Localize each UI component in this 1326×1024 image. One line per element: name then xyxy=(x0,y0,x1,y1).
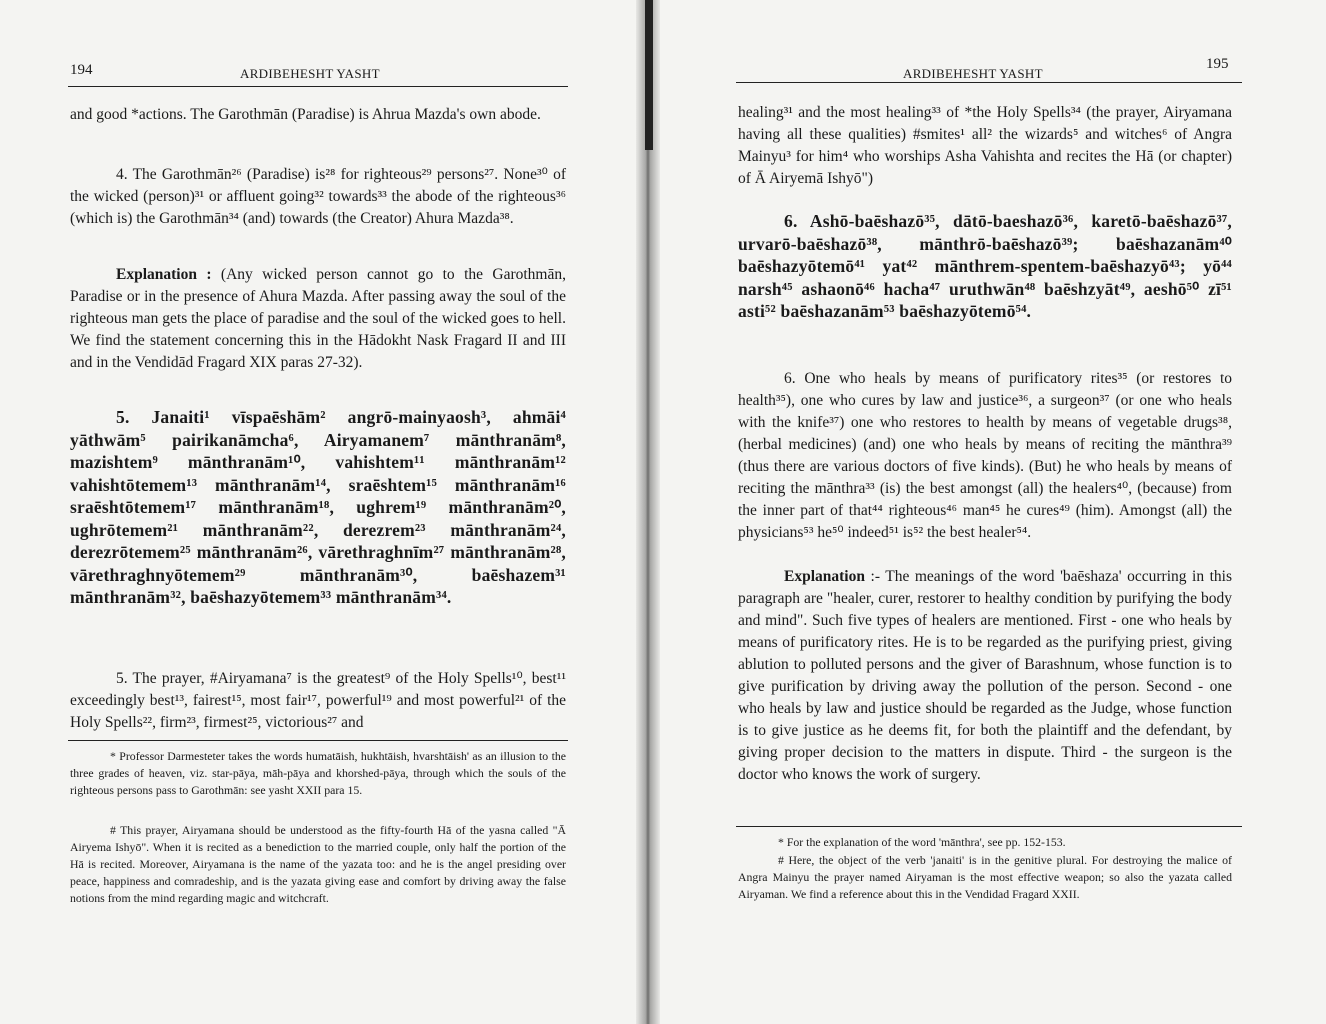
footnote-rule xyxy=(736,826,1242,827)
explanation-paragraph xyxy=(70,264,566,374)
footnote-star: * For the explanation of the word 'mānthra', see pp. 152-153. xyxy=(778,835,1066,849)
avestan-verse-6: 6. Ashō-baēshazō³⁵, dātō-baeshazō³⁶, karetō-baēshazō³⁷, urvarō-baēshazō³⁸, mānthrō-baēshazō³⁹; baēshazanām⁴⁰ baēshazyōtemō⁴¹ yat⁴² mānthrem-spentem-baēshazyō⁴³; yō⁴⁴ narsh⁴⁵ ashaonō⁴⁶ hacha⁴⁷ uruthwān⁴⁸ baēshzyāt⁴⁹, aeshō⁵⁰ zī⁵¹ asti⁵² baēshazanām⁵³ baēshazyōtemō⁵⁴. xyxy=(738,211,1232,321)
paragraph-continuation: healing³¹ and the most healing³³ of *the Holy Spells³⁴ (the prayer, Airyamana having all these qualities) #smites¹ all² the wizards⁵ and witches⁶ of Angra Mainyu³ for him⁴ who worships Asha Vahishta and recites the Hā (or chapter) of Ā Airyemā Ishyō") xyxy=(738,104,1232,187)
explanation-text: (Any wicked person cannot go to the Garothmān, Paradise or in the presence of Ahura Mazda. After passing away the soul of the righteous man gets the place of paradise and the soul of the wicked goes to hell. We find the statement concerning this in the Hādokht Nask Fragard II and III and in the Vendidād Fragard XIX paras 27-32). xyxy=(70,266,566,371)
explanation-paragraph xyxy=(738,566,1232,786)
avestan-verse-5: 5. Janaiti¹ vīspaēshām² angrō-mainyaosh³, ahmāi⁴ yāthwām⁵ pairikanāmcha⁶, Airyamanem⁷ mānthranām⁸, mazishtem⁹ mānthranām¹⁰, vahishtem¹¹ mānthranām¹² vahishtōtemem¹³ mānthranām¹⁴, sraēshtem¹⁵ mānthranām¹⁶ sraēshtōtemem¹⁷ mānthranām¹⁸, ughrem¹⁹ mānthranām²⁰, ughrōtemem²¹ mānthranām²², derezrem²³ mānthranām²⁴, derezrōtemem²⁵ mānthranām²⁶, vārethraghnīm²⁷ mānthranām²⁸, vārethraghnyōtemem²⁹ mānthranām³⁰, baēshazem³¹ mānthranām³², baēshazyōtemem³³ mānthranām³⁴. xyxy=(70,407,566,607)
page-number: 194 xyxy=(70,62,93,78)
gutter-shadow xyxy=(645,0,653,150)
footnote-star: * Professor Darmesteter takes the words humatāish, hukhtāish, hvarshtāish' as an illusion to the three grades of heaven, viz. star-pāya, māh-pāya and khorshed-pāya, through which the souls of the righteous persons pass to Garothmān: see yasht XXII para 15. xyxy=(70,749,566,797)
running-head: ARDIBEHESHT YASHT xyxy=(903,66,1043,81)
paragraph-5: 5. The prayer, #Airyamana⁷ is the greatest⁹ of the Holy Spells¹⁰, best¹¹ exceedingly best¹³, fairest¹⁵, most fair¹⁷, powerful¹⁹ and most powerful²¹ of the Holy Spells²², firm²³, firmest²⁵, victorious²⁷ and xyxy=(70,670,566,731)
running-head: ARDIBEHESHT YASHT xyxy=(240,66,380,81)
explanation-text: :- The meanings of the word 'baēshaza' occurring in this paragraph are "healer, curer, restorer to healthy condition by purifying the body and mind". Such five types of healers are mentioned. First - one who heals by means of purificatory rites. He is to be regarded as the purifying priest, giving ablution to polluted persons and the giver of Barashnum, whose function is to give purification by driving away the pollution of the person. Second - one who heals by law and justice should be regarded as the Judge, whose function is to give justice as he deems fit, for both the plaintiff and the defendant, by giving proper decision to the matters in dispute. Third - the surgeon is the doctor who knows the work of surgery. xyxy=(738,568,1232,783)
explanation-label: Explanation : xyxy=(116,266,212,283)
header-rule xyxy=(736,82,1242,83)
paragraph-intro: and good *actions. The Garothmān (Paradise) is Ahrua Mazda's own abode. xyxy=(70,106,541,123)
explanation-label: Explanation xyxy=(784,568,865,585)
right-page xyxy=(660,0,1326,1024)
footnote-hash: # Here, the object of the verb 'janaiti' is in the genitive plural. For destroying the malice of Angra Mainyu the prayer named Airyaman is the most effective weapon; so also the yazata called Airyaman. We find a reference about this in the Vendidad Fragard XXII. xyxy=(738,853,1232,901)
header-rule xyxy=(68,86,568,87)
left-page xyxy=(0,0,636,1024)
footnote-hash: # This prayer, Airyamana should be understood as the fifty-fourth Hā of the yasna called "Ā Airyema Ishyō". When it is recited as a benediction to the married couple, only half the portion of the Hā is recited. Moreover, Airyamana is the name of the yazata too: and he is the angel presiding over peace, happiness and comradeship, and is the yazata giving ease and comfort by driving away the false notions from the mind regarding magic and witchcraft. xyxy=(70,823,566,905)
footnote-rule xyxy=(68,740,568,741)
paragraph-4: 4. The Garothmān²⁶ (Paradise) is²⁸ for righteous²⁹ persons²⁷. None³⁰ of the wicked (person)³¹ or affluent going³² towards³³ the abode of the righteous³⁶ (which is) the Garothmān³⁴ (and) towards (the Creator) Ahura Mazda³⁸. xyxy=(70,166,566,227)
paragraph-6: 6. One who heals by means of purificatory rites³⁵ (or restores to health³⁵), one who cures by law and justice³⁶, a surgeon³⁷ (or one who heals with the knife³⁷) one who restores to health by means of vegetable drugs³⁸, (herbal medicines) (and) one who heals by means of reciting the mānthra³⁹ (thus there are various doctors of five kinds). (But) he who heals by means of reciting the mānthra³³ (is) the best amongst (all) the healers⁴⁰, (because) from the inner part of that⁴⁴ righteous⁴⁶ man⁴⁵ he cures⁴⁹ (him). Amongst (all) the physicians⁵³ he⁵⁰ indeed⁵¹ is⁵² the best healer⁵⁴. xyxy=(738,370,1232,541)
book-gutter xyxy=(636,0,660,1024)
page-number: 195 xyxy=(1206,56,1229,72)
